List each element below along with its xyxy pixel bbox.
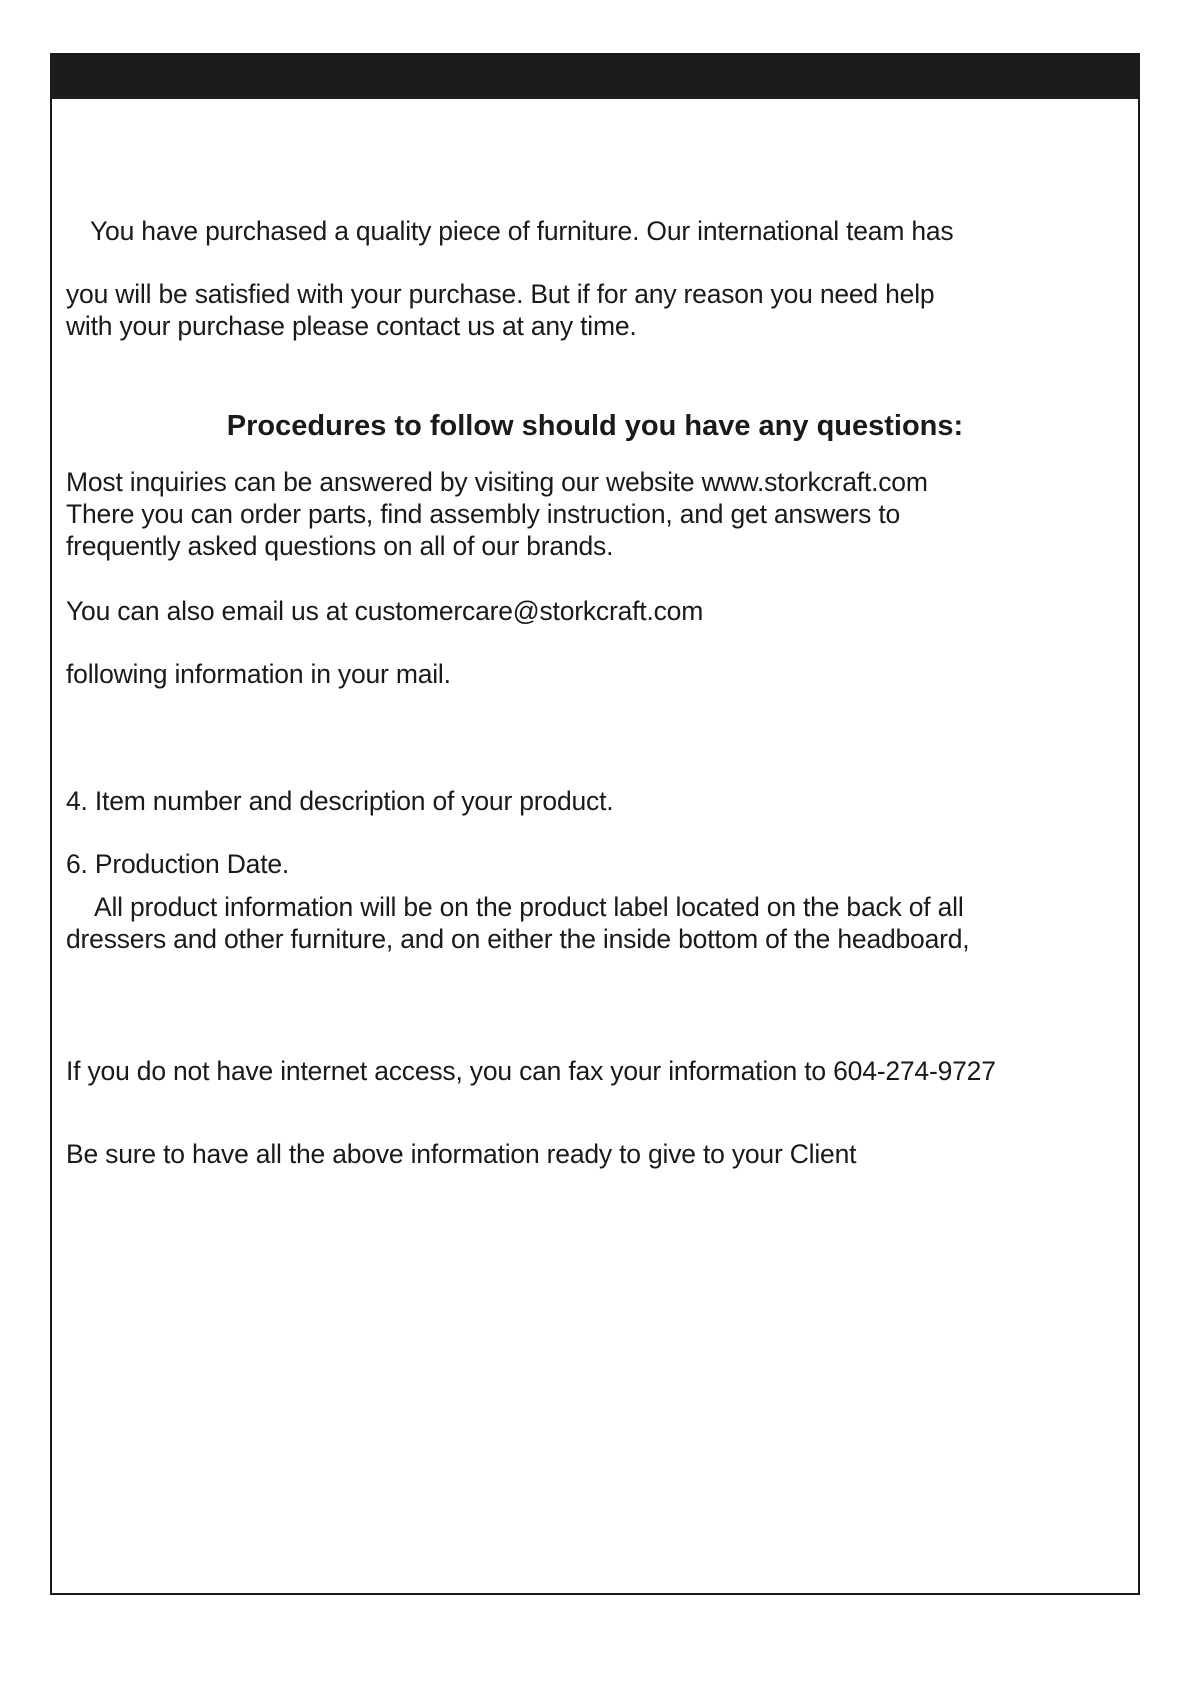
list-item-4: 4. Item number and description of your product.	[66, 786, 614, 816]
website-line-1: Most inquiries can be answered by visiting our website www.storkcraft.com	[66, 467, 928, 497]
label-info-line-1: All product information will be on the product label located on the back of all	[94, 892, 964, 922]
intro-line-3: with your purchase please contact us at any time.	[66, 311, 637, 341]
website-line-2: There you can order parts, find assembly instruction, and get answers to	[66, 499, 901, 529]
email-line: You can also email us at customercare@storkcraft.com	[66, 596, 704, 626]
label-info-line-2: dressers and other furniture, and on either the inside bottom of the headboard,	[66, 924, 970, 954]
list-item-6: 6. Production Date.	[66, 849, 290, 879]
header-bar	[52, 55, 1138, 99]
final-line: Be sure to have all the above information ready to give to your Client	[66, 1139, 857, 1169]
following-info-line: following information in your mail.	[66, 659, 451, 689]
page-frame	[50, 53, 1140, 1595]
procedures-heading: Procedures to follow should you have any questions:	[226, 410, 964, 442]
intro-line-2: you will be satisfied with your purchase. But if for any reason you need help	[66, 279, 935, 309]
fax-line: If you do not have internet access, you can fax your information to 604-274-9727	[66, 1056, 996, 1086]
website-line-3: frequently asked questions on all of our brands.	[66, 531, 614, 561]
intro-line-1: You have purchased a quality piece of furniture. Our international team has	[90, 216, 954, 246]
